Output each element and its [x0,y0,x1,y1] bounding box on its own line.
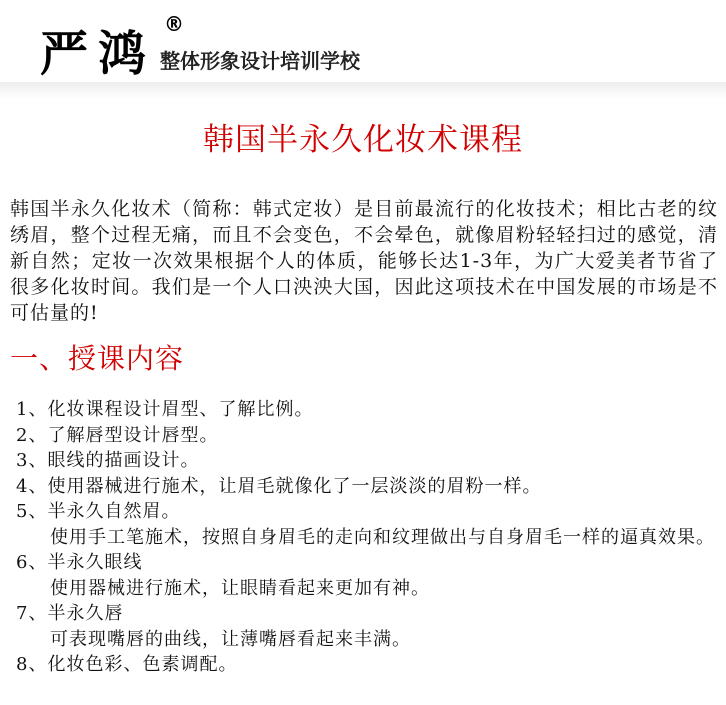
course-item-5: 5、半永久自然眉。 [16,501,181,522]
course-item-3: 3、眼线的描画设计。 [16,450,200,471]
course-item-8: 8、化妆色彩、色素调配。 [16,654,238,675]
registered-mark-icon: ® [164,12,184,36]
course-list [16,397,718,678]
intro-paragraph: 韩国半永久化妆术（简称：韩式定妆）是目前最流行的化妆技术；相比古老的纹绣眉，整个过程无痛，而且不会变色，不会晕色，就像眉粉轻轻扫过的感觉，清新自然；定妆一次效果根据个人的体质，能够长达1-3年，为广大爱美者节省了很多化妆时间。我们是一个人口泱泱大国，因此这项技术在中国发展的市场是不可估量的! [10,198,718,324]
course-item-2: 2、了解唇型设计唇型。 [16,424,219,446]
brand-header [40,8,361,82]
section-heading: 一、授课内容 [10,342,185,375]
brand-subtitle: 整体形象设计培训学校 [160,49,361,73]
header-divider [0,82,726,100]
course-item-5-description: 使用手工笔施术，按照自身眉毛的走向和纹理做出与自身眉毛一样的逼真效果。 [50,526,715,548]
course-item-6: 6、半永久眼线 [16,552,143,573]
course-item-4: 4、使用器械进行施术，让眉毛就像化了一层淡淡的眉粉一样。 [16,475,542,497]
brand-logo: 严鸿 [40,26,157,82]
page-title: 韩国半永久化妆术课程 [203,122,523,158]
course-item-7-description: 可表现嘴唇的曲线，让薄嘴唇看起来丰满。 [50,628,411,650]
course-item-7: 7、半永久唇 [16,603,124,624]
course-item-1: 1、化妆课程设计眉型、了解比例。 [16,399,314,420]
course-item-6-description: 使用器械进行施术，让眼睛看起来更加有神。 [50,577,430,599]
